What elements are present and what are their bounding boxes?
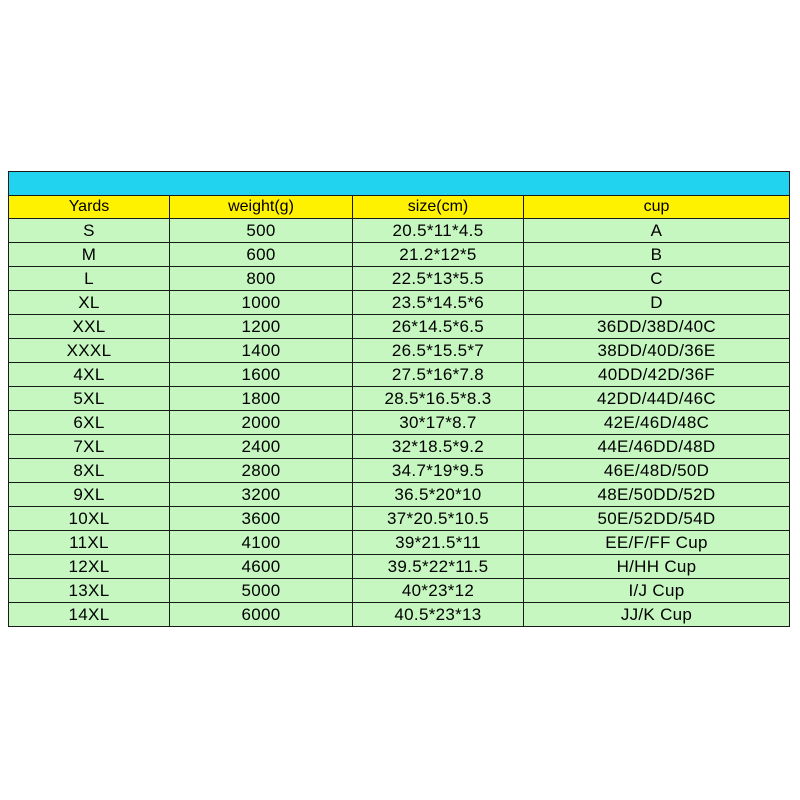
header-yards: Yards	[9, 196, 170, 219]
cell-weight: 800	[170, 267, 353, 291]
table-row	[9, 483, 790, 507]
cell-yards: 12XL	[9, 555, 170, 579]
cell-yards: 10XL	[9, 507, 170, 531]
cell-size: 22.5*13*5.5	[353, 267, 524, 291]
table-row	[9, 411, 790, 435]
cell-weight: 5000	[170, 579, 353, 603]
table-row	[9, 243, 790, 267]
cell-size: 39.5*22*11.5	[353, 555, 524, 579]
table-row	[9, 219, 790, 243]
cell-weight: 1200	[170, 315, 353, 339]
cell-yards: XXXL	[9, 339, 170, 363]
header-cup: cup	[524, 196, 790, 219]
cell-size: 27.5*16*7.8	[353, 363, 524, 387]
cell-cup: I/J Cup	[524, 579, 790, 603]
cell-weight: 2400	[170, 435, 353, 459]
cell-yards: M	[9, 243, 170, 267]
table-row	[9, 459, 790, 483]
cell-cup: 40DD/42D/36F	[524, 363, 790, 387]
table-row	[9, 267, 790, 291]
table-row	[9, 435, 790, 459]
cell-weight: 4600	[170, 555, 353, 579]
cell-cup: EE/F/FF Cup	[524, 531, 790, 555]
table-title	[9, 172, 790, 196]
cell-weight: 1000	[170, 291, 353, 315]
cell-size: 30*17*8.7	[353, 411, 524, 435]
cell-cup: 44E/46DD/48D	[524, 435, 790, 459]
table-row	[9, 339, 790, 363]
table-row	[9, 579, 790, 603]
table-row	[9, 603, 790, 627]
cell-cup: 48E/50DD/52D	[524, 483, 790, 507]
cell-weight: 1800	[170, 387, 353, 411]
table-header-row	[9, 196, 790, 219]
cell-cup: B	[524, 243, 790, 267]
cell-yards: 11XL	[9, 531, 170, 555]
cell-yards: 4XL	[9, 363, 170, 387]
size-chart-table	[8, 171, 790, 627]
table-row	[9, 531, 790, 555]
table-title-bar	[9, 172, 790, 196]
cell-cup: D	[524, 291, 790, 315]
cell-weight: 600	[170, 243, 353, 267]
cell-yards: XL	[9, 291, 170, 315]
cell-size: 39*21.5*11	[353, 531, 524, 555]
cell-size: 28.5*16.5*8.3	[353, 387, 524, 411]
cell-size: 34.7*19*9.5	[353, 459, 524, 483]
cell-yards: 7XL	[9, 435, 170, 459]
cell-yards: 5XL	[9, 387, 170, 411]
cell-yards: 14XL	[9, 603, 170, 627]
cell-size: 26.5*15.5*7	[353, 339, 524, 363]
table-row	[9, 315, 790, 339]
cell-cup: 42DD/44D/46C	[524, 387, 790, 411]
cell-cup: C	[524, 267, 790, 291]
cell-size: 20.5*11*4.5	[353, 219, 524, 243]
header-size: size(cm)	[353, 196, 524, 219]
table-row	[9, 507, 790, 531]
cell-yards: 8XL	[9, 459, 170, 483]
table-row	[9, 555, 790, 579]
cell-yards: L	[9, 267, 170, 291]
cell-yards: S	[9, 219, 170, 243]
cell-yards: 13XL	[9, 579, 170, 603]
cell-weight: 4100	[170, 531, 353, 555]
cell-cup: 36DD/38D/40C	[524, 315, 790, 339]
cell-weight: 3200	[170, 483, 353, 507]
table-row	[9, 387, 790, 411]
cell-yards: 9XL	[9, 483, 170, 507]
cell-size: 32*18.5*9.2	[353, 435, 524, 459]
cell-yards: 6XL	[9, 411, 170, 435]
cell-size: 36.5*20*10	[353, 483, 524, 507]
header-weight: weight(g)	[170, 196, 353, 219]
cell-size: 23.5*14.5*6	[353, 291, 524, 315]
cell-size: 21.2*12*5	[353, 243, 524, 267]
cell-weight: 2000	[170, 411, 353, 435]
cell-cup: A	[524, 219, 790, 243]
cell-weight: 3600	[170, 507, 353, 531]
cell-weight: 2800	[170, 459, 353, 483]
cell-weight: 6000	[170, 603, 353, 627]
cell-size: 26*14.5*6.5	[353, 315, 524, 339]
cell-cup: 50E/52DD/54D	[524, 507, 790, 531]
cell-weight: 500	[170, 219, 353, 243]
cell-cup: 42E/46D/48C	[524, 411, 790, 435]
cell-cup: 38DD/40D/36E	[524, 339, 790, 363]
cell-weight: 1600	[170, 363, 353, 387]
table-row	[9, 363, 790, 387]
cell-cup: JJ/K Cup	[524, 603, 790, 627]
cell-size: 40.5*23*13	[353, 603, 524, 627]
cell-cup: 46E/48D/50D	[524, 459, 790, 483]
cell-size: 37*20.5*10.5	[353, 507, 524, 531]
cell-cup: H/HH Cup	[524, 555, 790, 579]
cell-size: 40*23*12	[353, 579, 524, 603]
table-row	[9, 291, 790, 315]
cell-yards: XXL	[9, 315, 170, 339]
cell-weight: 1400	[170, 339, 353, 363]
